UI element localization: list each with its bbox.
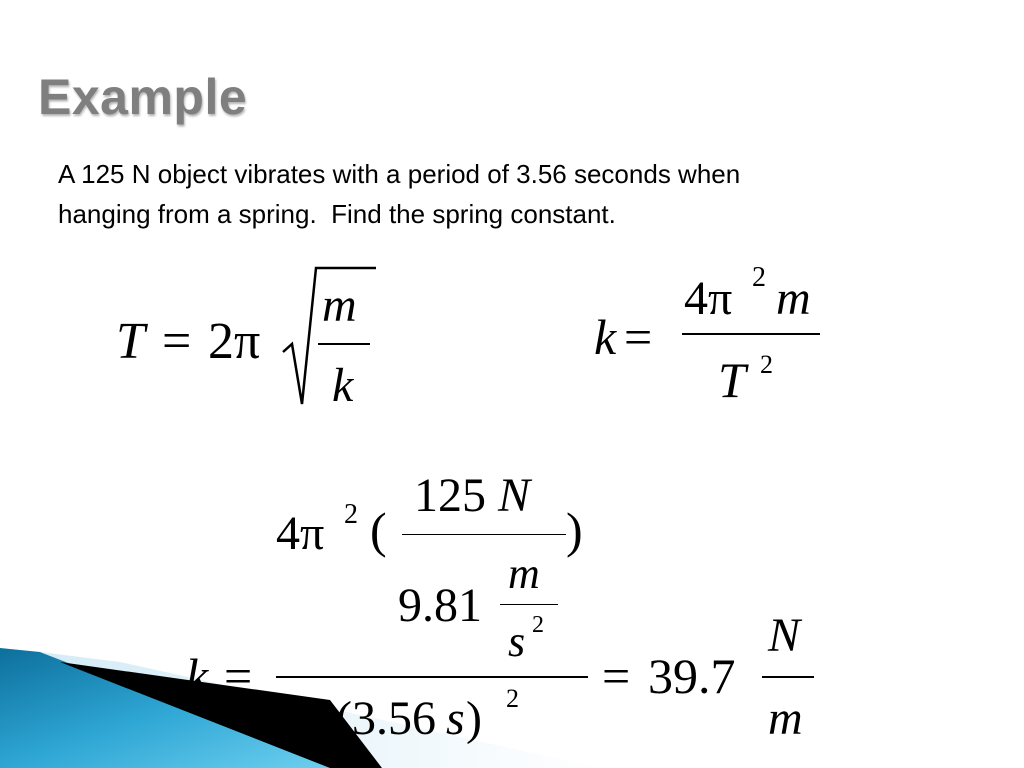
- problem-line-1: A 125 N object vibrates with a period of 3.56 seconds when: [58, 159, 741, 189]
- eq3-accel-unit-den-exponent: 2: [532, 612, 544, 638]
- eq3-main-fraction-bar: [276, 676, 588, 678]
- eq3-lhs: k: [186, 648, 209, 704]
- eq3-force-value: 125: [414, 469, 486, 522]
- eq3-equals: =: [224, 648, 253, 704]
- eq1-numerator: m: [322, 279, 357, 332]
- eq2-fraction-bar: [682, 333, 820, 335]
- problem-statement: [58, 154, 988, 234]
- eq1-lhs: T: [116, 313, 145, 370]
- eq3-result-equals: =: [602, 648, 631, 704]
- eq1-fraction-bar: [318, 343, 370, 345]
- eq3-result-value: 39.7: [648, 648, 736, 704]
- eq3-accel-value: 9.81: [398, 579, 482, 632]
- eq3-period-expression: (3.56: [336, 692, 436, 745]
- eq2-den-exponent: 2: [760, 350, 773, 379]
- eq3-period-close: ): [466, 692, 482, 745]
- eq3-inner-fraction-bar: [402, 534, 566, 535]
- eq3-coefficient: 4π: [276, 507, 325, 560]
- eq3-result-unit-num: N: [768, 609, 801, 662]
- eq3-accel-unit-num: m: [508, 549, 540, 598]
- eq2-num-exponent: 2: [752, 262, 766, 293]
- eq2-equals: =: [624, 309, 653, 365]
- eq3-result-unit-den: m: [768, 692, 803, 745]
- eq1-denominator: k: [332, 359, 354, 412]
- eq3-period-unit: s: [446, 692, 465, 745]
- problem-line-2: hanging from a spring. Find the spring constant.: [58, 199, 616, 229]
- eq3-right-paren: ): [566, 502, 583, 558]
- eq2-lhs: k: [594, 309, 617, 365]
- eq1-coefficient: 2π: [208, 313, 261, 370]
- eq3-period-exponent: 2: [506, 684, 519, 713]
- eq3-left-paren: (: [370, 502, 387, 558]
- eq3-result-unit-bar: [762, 676, 814, 678]
- eq2-num-variable: m: [776, 272, 811, 325]
- eq3-force-unit: N: [498, 469, 531, 522]
- eq1-equals: =: [162, 313, 192, 370]
- eq2-den-variable: T: [718, 352, 746, 408]
- eq3-accel-unit-bar: [500, 604, 558, 605]
- slide-title: Example: [38, 69, 248, 125]
- eq3-coefficient-exponent: 2: [344, 499, 358, 530]
- eq3-accel-unit-den: s: [508, 617, 526, 666]
- eq2-num-coefficient: 4π: [684, 272, 733, 325]
